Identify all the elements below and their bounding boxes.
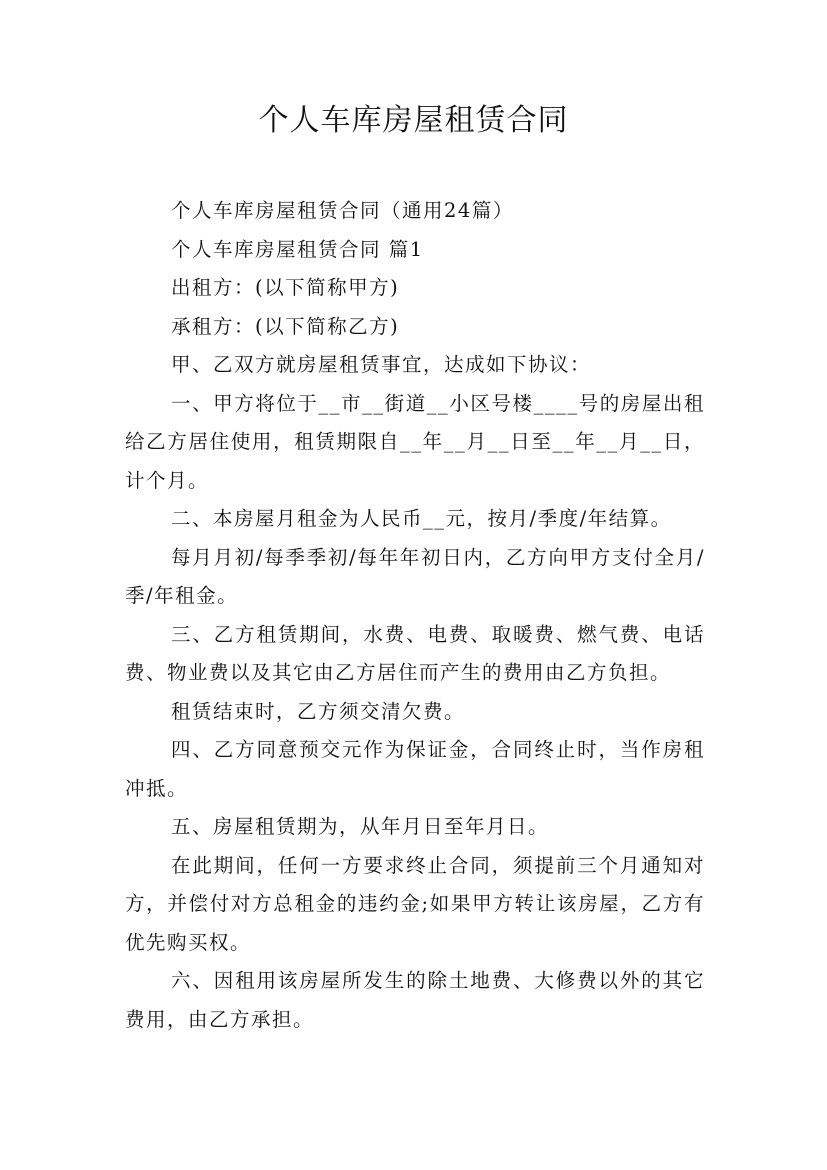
- paragraph-clause-6: 六、因租用该房屋所发生的除土地费、大修费以外的其它费用，由乙方承担。: [125, 969, 705, 1031]
- paragraph-clause-2-payment: 每月月初/每季季初/每年年初日内，乙方向甲方支付全月/季/年租金。: [125, 545, 705, 607]
- paragraph-clause-1: 一、甲方将位于__市__街道__小区号楼____号的房屋出租给乙方居住使用，租赁期限自__年__月__日至__年__月__日，计个月。: [125, 391, 705, 492]
- paragraph-clause-3: 三、乙方租赁期间，水费、电费、取暖费、燃气费、电话费、物业费以及其它由乙方居住而产生的费用由乙方负担。: [125, 622, 705, 684]
- paragraph-clause-3-settlement: 租赁结束时，乙方须交清欠费。: [171, 699, 466, 723]
- paragraph-lessor: 出租方：(以下简称甲方): [171, 276, 400, 299]
- paragraph-section-heading: 个人车库房屋租赁合同 篇1: [171, 237, 424, 261]
- document-title: 个人车库房屋租赁合同: [258, 103, 569, 138]
- paragraph-clause-5-termination: 在此期间，任何一方要求终止合同，须提前三个月通知对方，并偿付对方总租金的违约金;如果甲方转让该房屋，乙方有优先购买权。: [125, 853, 705, 954]
- paragraph-clause-4: 四、乙方同意预交元作为保证金，合同终止时，当作房租冲抵。: [125, 738, 705, 800]
- paragraph-agreement-intro: 甲、乙双方就房屋租赁事宜，达成如下协议：: [171, 353, 592, 376]
- paragraph-clause-5: 五、房屋租赁期为，从年月日至年月日。: [171, 815, 550, 838]
- paragraph-clause-2: 二、本房屋月租金为人民币__元，按月/季度/年结算。: [171, 507, 672, 530]
- paragraph-subtitle: 个人车库房屋租赁合同（通用24篇）: [171, 199, 514, 222]
- paragraph-lessee: 承租方：(以下简称乙方): [171, 314, 400, 338]
- document-body: [125, 192, 705, 1039]
